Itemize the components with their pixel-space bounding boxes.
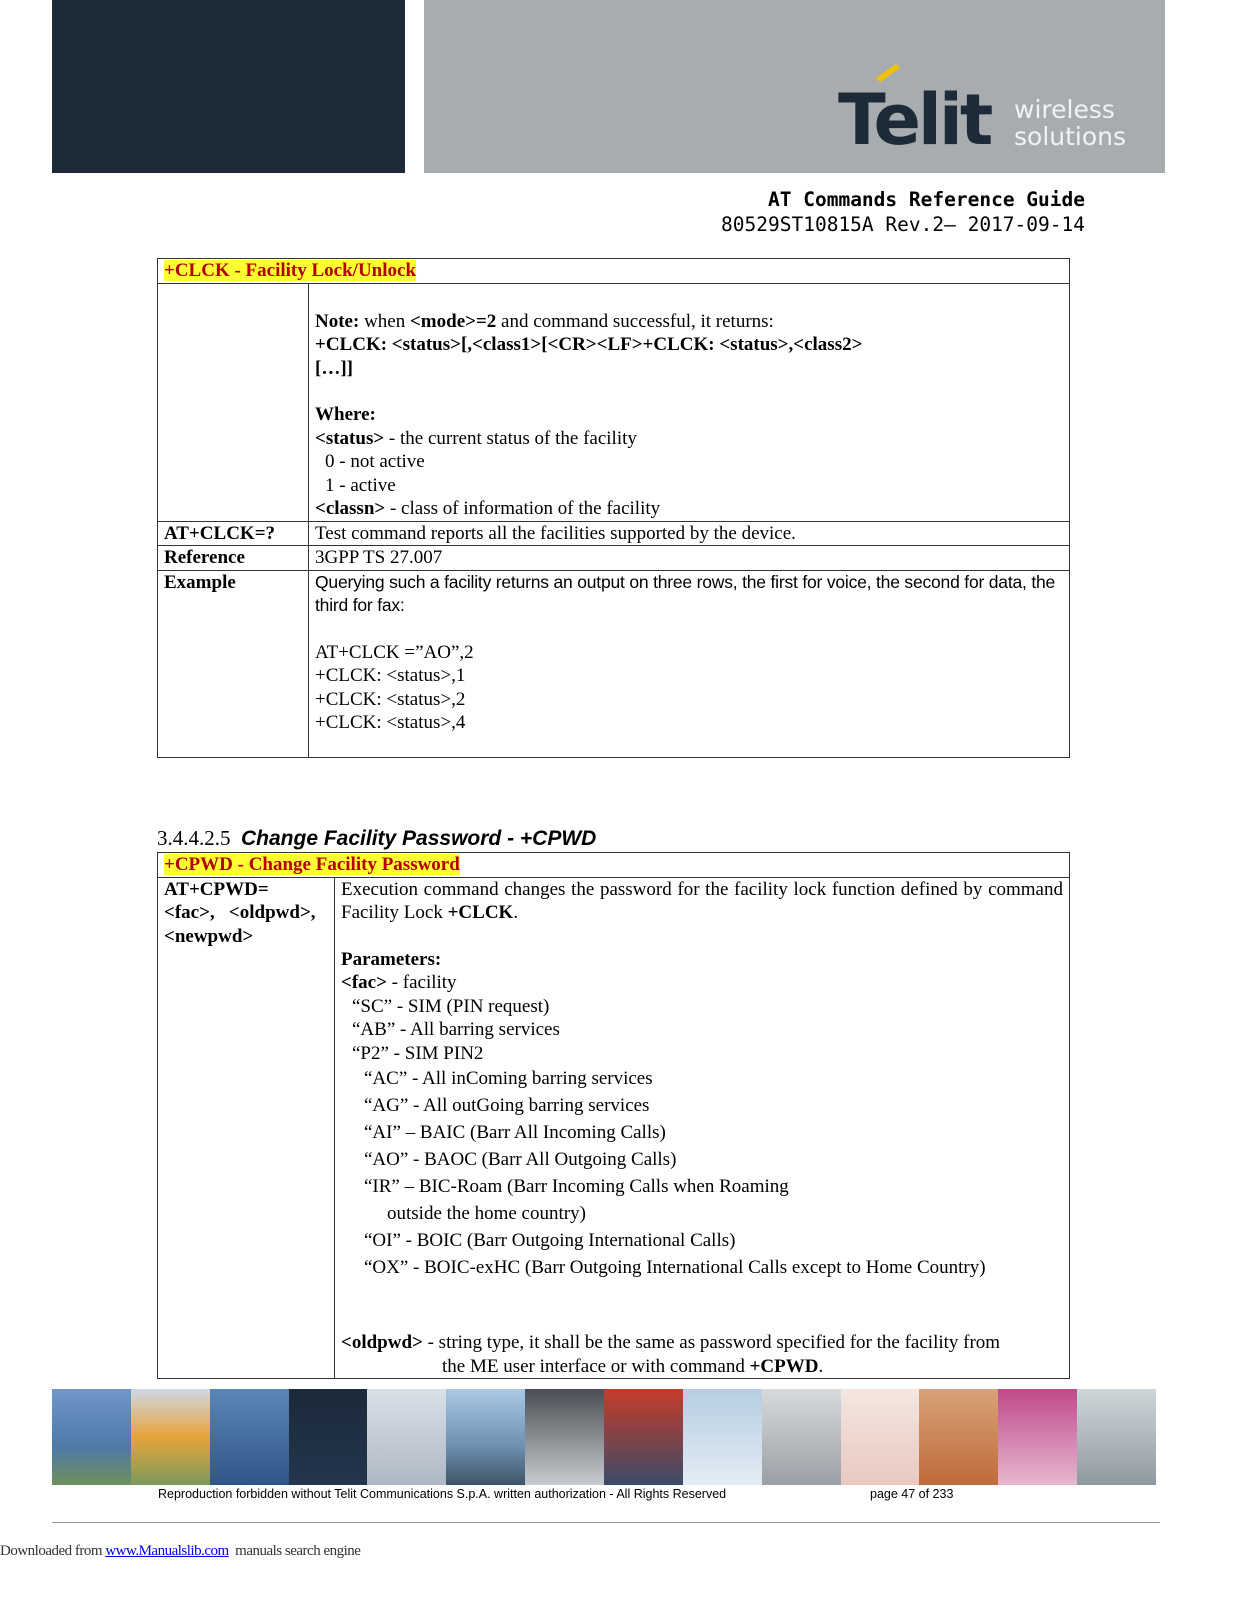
strip-photo <box>841 1389 920 1485</box>
classn-desc: - class of information of the facility <box>385 498 661 519</box>
fac-param: <fac> <box>341 972 387 993</box>
clck-note-row <box>158 283 1070 521</box>
footer-photo-strip <box>52 1389 1156 1485</box>
status-desc: - the current status of the facility <box>384 427 637 449</box>
where-label: Where: <box>315 404 376 425</box>
cmd-line: AT+CPWD= <box>164 878 269 900</box>
oldpwd-desc2: the ME user interface or with command <box>442 1355 750 1377</box>
fac-desc: - facility <box>386 972 457 993</box>
example-line: +CLCK: <status>,2 <box>315 688 466 710</box>
clck-reference-row <box>158 546 1070 571</box>
cpwd-title: +CPWD - Change Facility Password <box>164 854 460 875</box>
oldpwd-ref: +CPWD <box>749 1355 819 1377</box>
params-label: Parameters: <box>341 948 442 970</box>
strip-photo <box>919 1389 998 1485</box>
status-0: 0 - not active <box>325 451 425 472</box>
fac-value: “AO” - BAOC (Barr All Outgoing Calls) <box>364 1149 677 1170</box>
empty-cell <box>158 283 309 521</box>
guide-title: AT Commands Reference Guide <box>768 188 1085 211</box>
fac-value-continuation: outside the home country) <box>387 1203 586 1224</box>
strip-photo <box>604 1389 683 1485</box>
footer-notice: Reproduction forbidden without Telit Communications S.p.A. written authorization - All Rights Reserved <box>158 1487 727 1501</box>
oldpwd-end: . <box>818 1355 824 1377</box>
clck-example-row <box>158 570 1070 757</box>
row-text: Test command reports all the facilities supported by the device. <box>309 521 1070 546</box>
classn-line <box>315 497 1063 521</box>
example-line: +CLCK: <status>,1 <box>315 665 466 686</box>
clck-title-row <box>158 259 1070 284</box>
page-number: page 47 of 233 <box>870 1487 954 1501</box>
clck-table <box>157 258 1070 758</box>
example-line: AT+CLCK =”AO”,2 <box>315 641 474 663</box>
clck-title: +CLCK - Facility Lock/Unlock <box>164 260 417 281</box>
download-credit <box>0 1543 360 1560</box>
strip-photo <box>210 1389 289 1485</box>
section-title: Change Facility Password - +CPWD <box>241 827 597 850</box>
fac-value: “AB” - All barring services <box>352 1019 560 1040</box>
logo-tagline-line2: solutions <box>1014 122 1127 151</box>
cpwd-command-cell <box>158 877 335 1379</box>
note-text: when <box>359 310 410 332</box>
strip-photo <box>683 1389 762 1485</box>
strip-photo <box>762 1389 841 1485</box>
row-label: Reference <box>158 546 309 571</box>
guide-revision: 80529ST10815A Rev.2– 2017-09-14 <box>721 213 1085 236</box>
strip-photo <box>998 1389 1077 1485</box>
exec-ref: +CLCK <box>447 902 514 923</box>
header-dark-panel <box>52 0 405 173</box>
note-format-end: […]] <box>315 357 353 379</box>
cpwd-desc-cell <box>335 877 1070 1379</box>
classn-param: <classn> <box>315 498 386 519</box>
clck-test-row <box>158 521 1070 546</box>
strip-photo <box>131 1389 210 1485</box>
oldpwd-desc: - string type, it shall be the same as password specified for the facility from <box>422 1332 1001 1353</box>
fac-value: “OX” - BOIC-exHC (Barr Outgoing International Calls except to Home Country) <box>364 1257 986 1278</box>
strip-photo <box>525 1389 604 1485</box>
cpwd-title-row <box>158 853 1070 878</box>
strip-photo <box>446 1389 525 1485</box>
cmd-line: <fac>, <oldpwd>, <box>164 902 316 923</box>
strip-photo <box>367 1389 446 1485</box>
fac-value: “IR” – BIC-Roam (Barr Incoming Calls when Roaming <box>364 1176 789 1197</box>
example-line: +CLCK: <status>,4 <box>315 712 466 733</box>
logo-tagline-line1: wireless <box>1014 95 1115 124</box>
oldpwd-param: <oldpwd> <box>341 1332 423 1353</box>
status-line <box>315 427 1063 451</box>
example-label: Example <box>158 570 309 757</box>
download-suffix: manuals search engine <box>228 1543 361 1559</box>
fac-value: “AG” - All outGoing barring services <box>364 1095 650 1116</box>
fac-value: “AI” – BAIC (Barr All Incoming Calls) <box>364 1122 666 1143</box>
note-label: Note: <box>315 310 360 332</box>
exec-end: . <box>513 902 519 923</box>
logo-tagline <box>1014 96 1126 150</box>
logo-word: Telit <box>838 79 991 150</box>
example-intro: Querying such a facility returns an output on three rows, the first for voice, the second for data, the third for fax: <box>315 571 1056 615</box>
section-heading <box>157 826 596 851</box>
oldpwd-line2 <box>341 1355 1063 1379</box>
fac-value: “SC” - SIM (PIN request) <box>352 995 550 1017</box>
example-cell <box>309 570 1070 757</box>
strip-photo <box>52 1389 131 1485</box>
download-prefix: Downloaded from <box>0 1543 106 1559</box>
status-param: <status> <box>315 427 385 449</box>
row-text: 3GPP TS 27.007 <box>309 546 1070 571</box>
cpwd-exec-row <box>158 877 1070 1379</box>
row-label: AT+CLCK=? <box>158 521 309 546</box>
exec-desc <box>341 878 1063 925</box>
cpwd-table <box>157 852 1070 1379</box>
clck-note-cell <box>309 283 1070 521</box>
footer-divider <box>52 1522 1160 1523</box>
note-line <box>315 310 1063 334</box>
fac-value: “OI” - BOIC (Barr Outgoing International Calls) <box>364 1230 736 1251</box>
oldpwd-line <box>341 1331 1063 1355</box>
section-number: 3.4.4.2.5 <box>157 826 231 850</box>
note-text2: and command successful, it returns: <box>496 310 774 332</box>
status-1: 1 - active <box>325 474 396 496</box>
note-mode: <mode>=2 <box>409 310 497 332</box>
fac-line <box>341 971 1063 995</box>
note-format: +CLCK: <status>[,<class1>[<CR><LF>+CLCK: <status>,<class2> <box>315 334 863 355</box>
fac-value: “P2” - SIM PIN2 <box>352 1042 484 1064</box>
exec-text: Execution command changes the password for the facility lock function defined by command Facility Lock <box>341 878 1063 923</box>
strip-photo <box>1077 1389 1156 1485</box>
strip-photo <box>289 1389 368 1485</box>
manualslib-link[interactable]: www.Manualslib.com <box>105 1543 229 1559</box>
cmd-line: <newpwd> <box>164 925 254 947</box>
fac-value: “AC” - All inComing barring services <box>364 1068 653 1089</box>
telit-logo <box>838 60 998 150</box>
